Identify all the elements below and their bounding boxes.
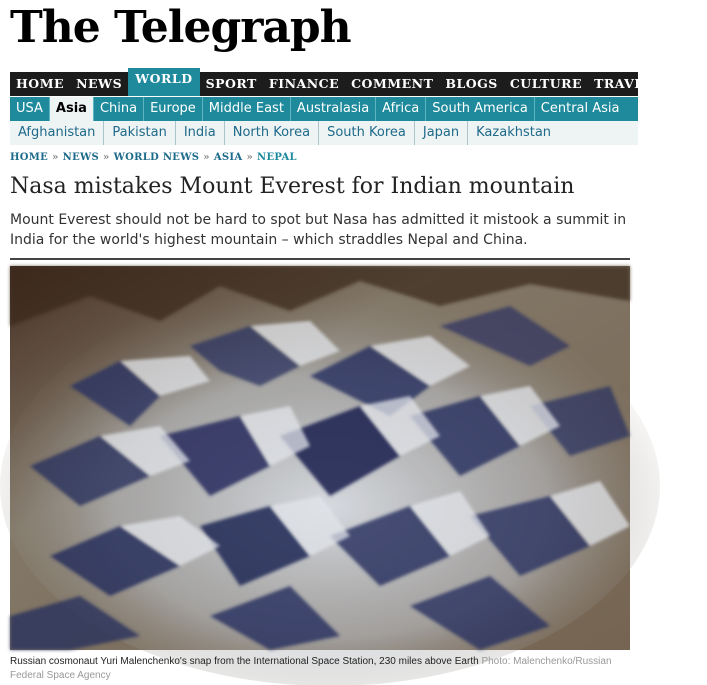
breadcrumb-news[interactable]: NEWS bbox=[62, 152, 100, 163]
main-navigation bbox=[10, 71, 701, 96]
country-north-korea[interactable]: North Korea bbox=[225, 121, 319, 145]
nav-culture[interactable]: CULTURE bbox=[509, 76, 583, 91]
subnav-africa[interactable]: Africa bbox=[376, 97, 426, 121]
subnav-australasia[interactable]: Australasia bbox=[291, 97, 376, 121]
breadcrumb-nepal[interactable]: NEPAL bbox=[257, 152, 297, 163]
asia-country-navigation bbox=[10, 121, 638, 145]
article-photo bbox=[10, 266, 630, 650]
breadcrumb-world-news[interactable]: WORLD NEWS bbox=[113, 152, 200, 163]
country-kazakhstan[interactable]: Kazakhstan bbox=[476, 125, 552, 140]
nav-travel[interactable]: TRAVEL bbox=[594, 76, 654, 91]
subnav-europe[interactable]: Europe bbox=[144, 97, 203, 121]
country-south-korea[interactable]: South Korea bbox=[319, 121, 415, 145]
breadcrumb bbox=[10, 152, 297, 166]
nav-news[interactable]: NEWS bbox=[76, 76, 123, 91]
nav-home[interactable]: HOME bbox=[16, 76, 65, 91]
breadcrumb-separator: » bbox=[246, 152, 254, 163]
nav-sport[interactable]: SPORT bbox=[205, 76, 257, 91]
subnav-usa[interactable]: USA bbox=[10, 97, 50, 121]
country-pakistan[interactable]: Pakistan bbox=[104, 121, 175, 145]
nav-blogs[interactable]: BLOGS bbox=[445, 76, 498, 91]
divider-rule bbox=[10, 258, 630, 260]
country-japan[interactable]: Japan bbox=[415, 121, 468, 145]
article-standfirst: Mount Everest should not be hard to spot but Nasa has admitted it mistook a summit in India for the world's highest mountain – which straddles Nepal and China. bbox=[10, 212, 627, 248]
subnav-south-america[interactable]: South America bbox=[426, 97, 535, 121]
country-india[interactable]: India bbox=[176, 121, 225, 145]
subnav-asia[interactable]: Asia bbox=[50, 97, 94, 121]
mountain-range-satellite-image bbox=[10, 266, 630, 650]
nav-finance[interactable]: FINANCE bbox=[268, 76, 340, 91]
nav-world[interactable]: WORLD bbox=[128, 68, 199, 96]
article-headline: Nasa mistakes Mount Everest for Indian mountain bbox=[10, 174, 575, 199]
subnav-china[interactable]: China bbox=[94, 97, 144, 121]
subnav-central-asia[interactable]: Central Asia bbox=[540, 101, 620, 116]
breadcrumb-separator: » bbox=[103, 152, 110, 163]
nav-life[interactable]: LIFE bbox=[665, 76, 701, 91]
subnav-middle-east[interactable]: Middle East bbox=[203, 97, 291, 121]
breadcrumb-asia[interactable]: ASIA bbox=[213, 152, 243, 163]
breadcrumb-home[interactable]: HOME bbox=[10, 152, 49, 163]
caption-text: Russian cosmonaut Yuri Malenchenko's snap from the International Space Station, 230 miles above Earth bbox=[10, 656, 479, 667]
photo-credit: Photo: Malenchenko/Russian Federal Space Agency bbox=[10, 656, 612, 681]
photo-caption bbox=[10, 655, 630, 683]
telegraph-logo[interactable]: The Telegraph bbox=[10, 2, 351, 53]
world-subnavigation bbox=[10, 97, 638, 121]
breadcrumb-separator: » bbox=[52, 152, 59, 163]
breadcrumb-separator: » bbox=[203, 152, 210, 163]
nav-comment[interactable]: COMMENT bbox=[351, 76, 434, 91]
country-afghanistan[interactable]: Afghanistan bbox=[10, 121, 104, 145]
